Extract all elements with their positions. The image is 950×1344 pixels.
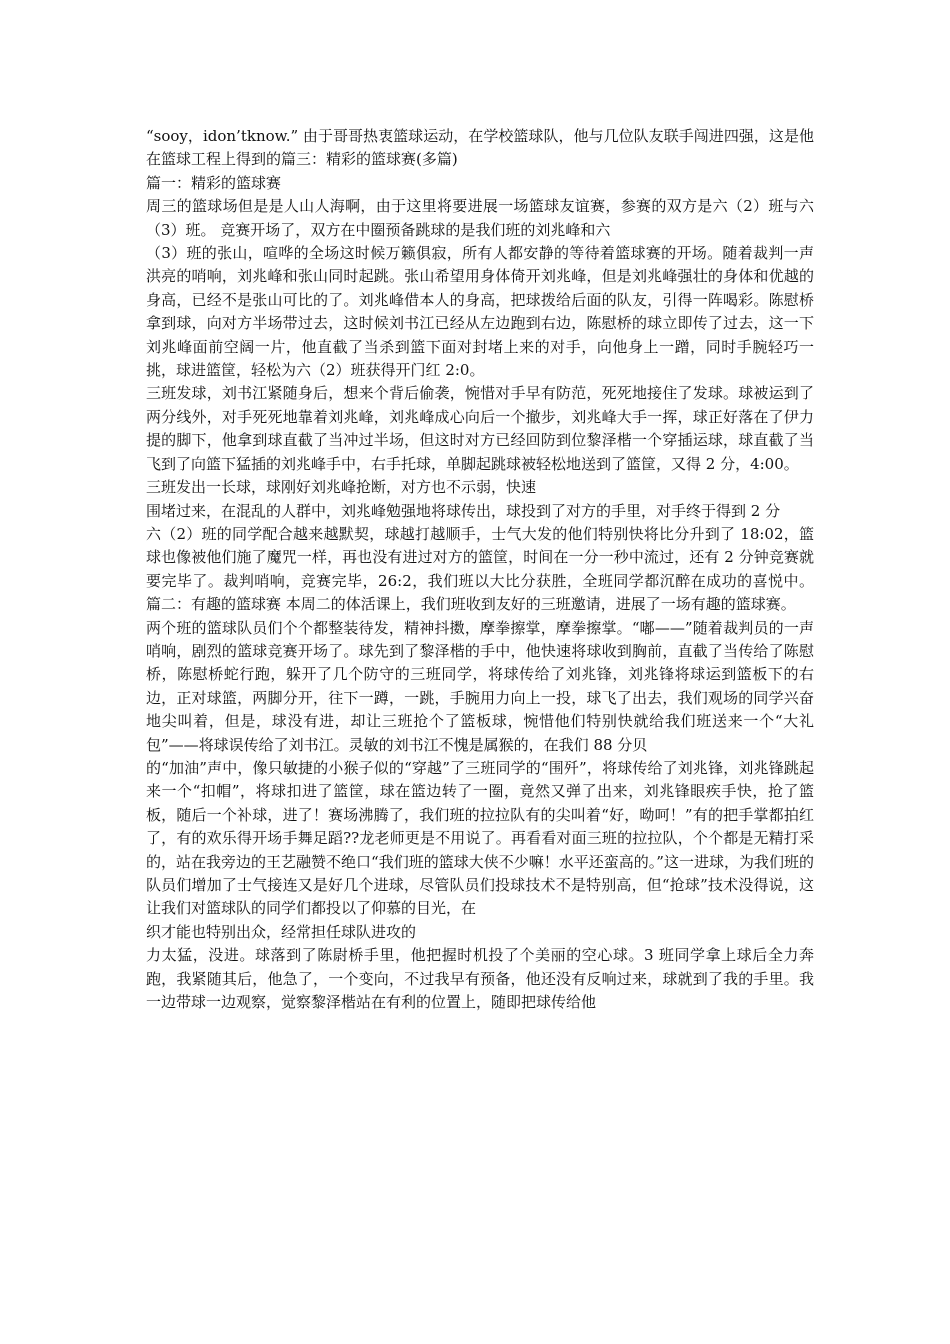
paragraph: 围堵过来，在混乱的人群中，刘兆峰勉强地将球传出，球投到了对方的手里，对手终于得到 2 分 [146,501,781,520]
section-heading: 篇一：精彩的篮球赛 [146,173,282,192]
paragraph: 周三的篮球场但是是人山人海啊，由于这里将要进展一场篮球友谊赛，参赛的双方是六（2）班与六（3）班。 竞赛开场了，双方在中圈预备跳球的是我们班的刘兆峰和六 [146,197,814,239]
paragraph: 的“加油”声中，像只敏捷的小猴子似的“穿越”了三班同学的“围歼”，将球传给了刘兆锋，刘兆锋跳起来一个“扣帽”，将球扣进了篮筐，球在篮边转了一圈，竟然又弹了出来，刘兆锋眼疾手快，抢了篮板，随后一个补球，进了！赛场沸腾了，我们班的拉拉队有的尖叫着“好，呦呵！”有的把手掌都拍红了，有的欢乐得开场手舞足蹈??龙老师更是不用说了。再看看对面三班的拉拉队，个个都是无精打采的，站在我旁边的王艺融赞不绝口“我们班的篮球大侠不少嘛！水平还蛮高的。”这一进球，为我们班的队员们增加了士气接连又是好几个进球，尽管队员们投球技术不是特别高，但“抢球”技术没得说，这让我们对篮球队的同学们都投以了仰慕的目光，在 [146,758,814,918]
paragraph: “sooy，idon’tknow.” 由于哥哥热衷篮球运动，在学校篮球队，他与几位队友联手闯进四强，这是他在篮球工程上得到的篇三：精彩的篮球赛(多篇) [146,127,814,169]
paragraph: 三班发球，刘书江紧随身后，想来个背后偷袭，惋惜对手早有防范，死死地接住了发球。球被运到了两分线外，对手死死地靠着刘兆峰，刘兆峰成心向后一个撤步，刘兆峰大手一挥，球正好落在了伊力提的脚下，他拿到球直截了当冲过半场，但这时对方已经回防到位黎泽楷一个穿插运球，球直截了当飞到了向篮下猛插的刘兆峰手中，右手托球，单脚起跳球被轻松地送到了篮筐，又得 2 分，4:00。 [146,384,814,473]
paragraph: 三班发出一长球，球刚好刘兆峰抢断，对方也不示弱，快速 [146,478,537,497]
paragraph: 织才能也特别出众，经常担任球队进攻的 [146,922,417,941]
paragraph: 两个班的篮球队员们个个都整装待发，精神抖擞，摩拳擦掌，摩拳擦掌。“嘟——”随着裁判员的一声哨响，剧烈的篮球竞赛开场了。球先到了黎泽楷的手中，他快速将球收到胸前，直截了当传给了陈慰桥，陈慰桥蛇行跑，躲开了几个防守的三班同学，将球传给了刘兆锋，刘兆锋将球运到篮板下的右边，正对球篮，两脚分开，往下一蹲，一跳，手腕用力向上一投，球飞了出去，我们观场的同学兴奋地尖叫着，但是，球没有进，却让三班抢个了篮板球，惋惜他们特别快就给我们班送来一个“大礼包”——将球误传给了刘书江。灵敏的刘书江不愧是属猴的，在我们 88 分贝 [146,618,814,754]
paragraph: （3）班的张山，喧哗的全场这时候万籁俱寂，所有人都安静的等待着篮球赛的开场。随着裁判一声洪亮的哨响，刘兆峰和张山同时起跳。张山希望用身体倚开刘兆峰，但是刘兆峰强壮的身体和优越的身高，已经不是张山可比的了。刘兆峰借本人的身高，把球拨给后面的队友，引得一阵喝彩。陈慰桥拿到球，向对方半场带过去，这时候刘书江已经从左边跑到右边，陈慰桥的球立即传了过去，这一下刘兆峰面前空阔一片，他直截了当杀到篮下面对封堵上来的对手，向他身上一蹭，同时手腕轻巧一挑，球进篮筐，轻松为六（2）班获得开门红 2:0。 [146,244,814,380]
paragraph: 六（2）班的同学配合越来越默契，球越打越顺手，士气大发的他们特别快将比分升到了 18:02，篮球也像被他们施了魔咒一样，再也没有进过对方的篮筐，时间在一分一秒中流过，还有 2 分钟竞赛就要完毕了。裁判哨响，竞赛完毕，26:2，我们班以大比分获胜，全班同学都沉醉在成功的喜悦中。 篇二：有趣的篮球赛 本周二的体活课上，我们班收到友好的三班邀请，进展了一场有趣的篮球赛。 [146,524,814,614]
document-body [146,125,814,1014]
paragraph: 力太猛，没进。球落到了陈尉桥手里，他把握时机投了个美丽的空心球。3 班同学拿上球后全力奔跑，我紧随其后，他急了，一个变向，不过我早有预备，他还没有反响过来，球就到了我的手里。我一边带球一边观察，觉察黎泽楷站在有利的位置上，随即把球传给他 [146,946,814,1012]
